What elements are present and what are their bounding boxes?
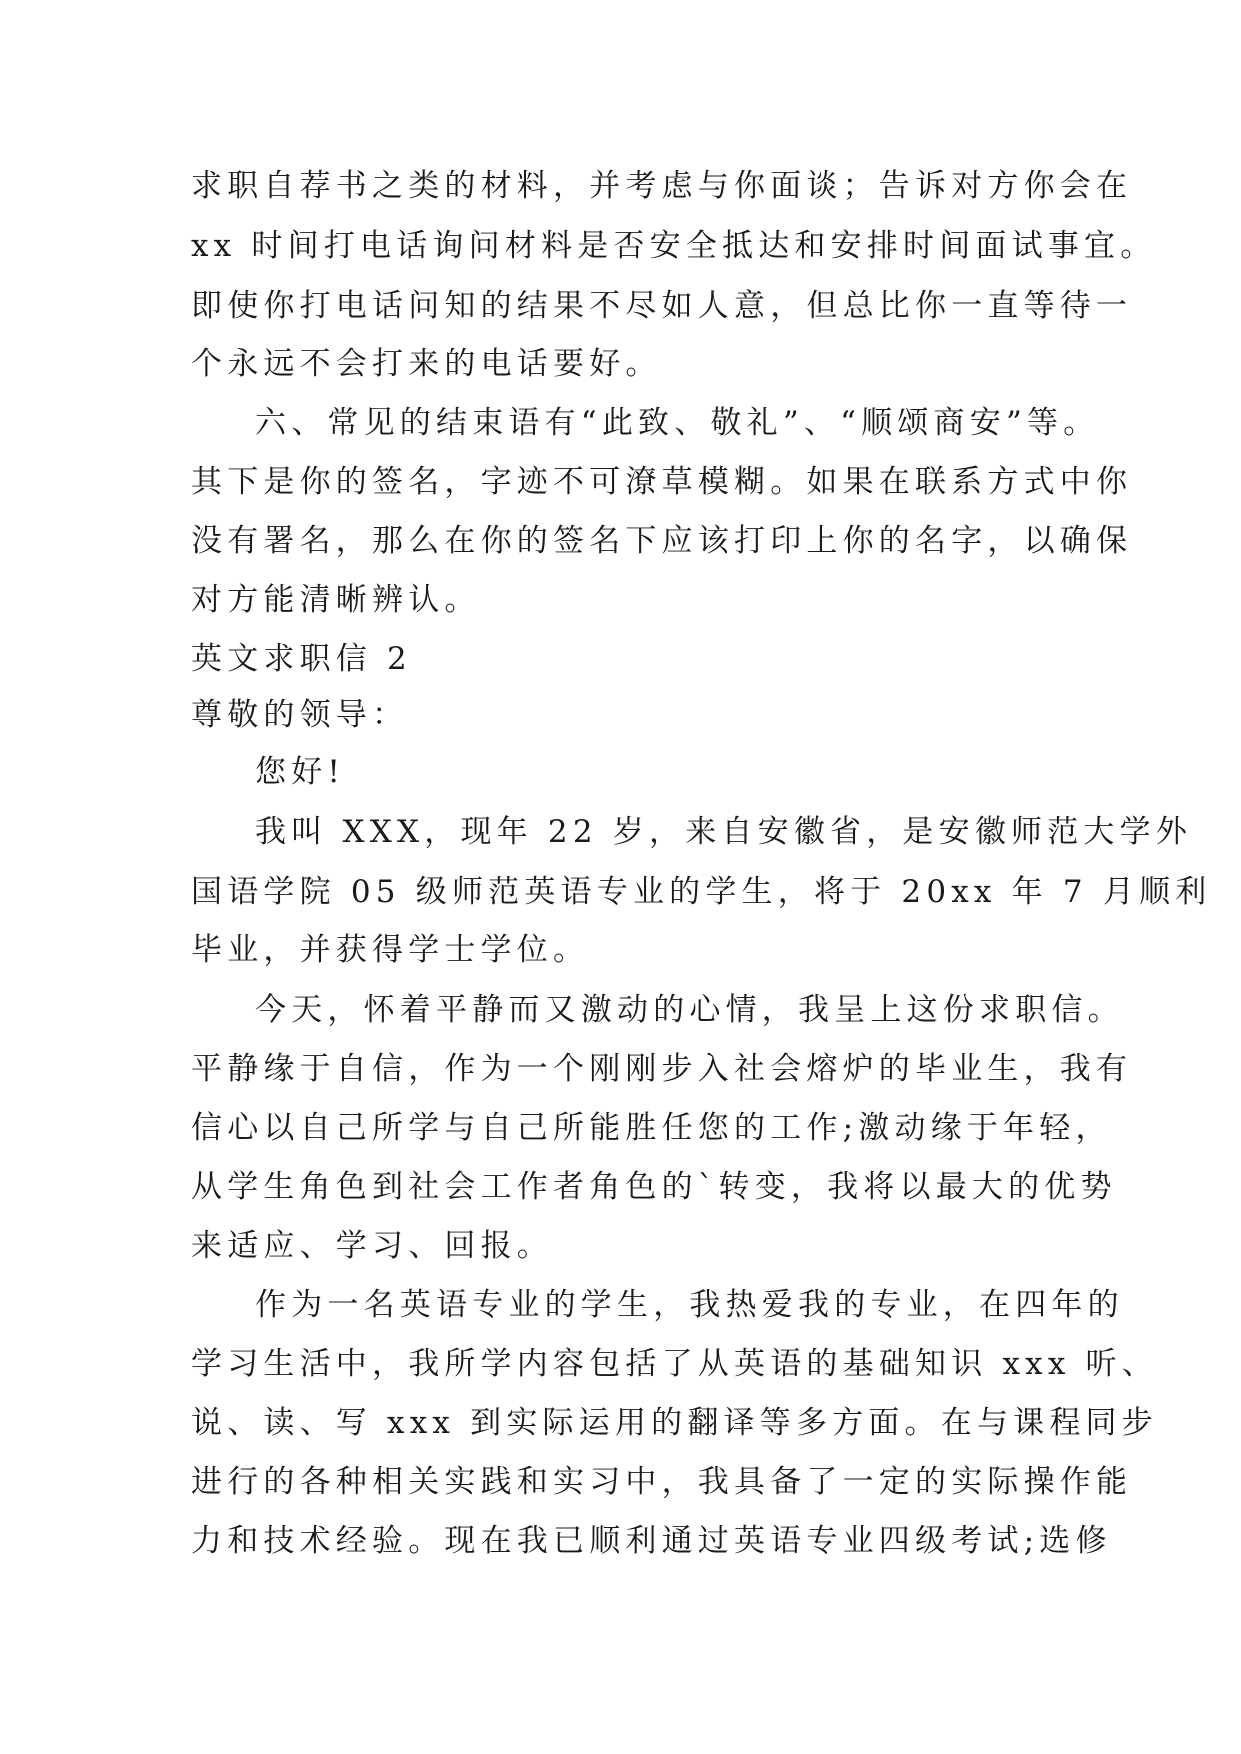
text-line: 平静缘于自信，作为一个刚刚步入社会熔炉的毕业生，我有 [191, 1051, 1133, 1087]
text-line: 来适应、学习、回报。 [191, 1228, 553, 1264]
text-line: 求职自荐书之类的材料，并考虑与你面谈；告诉对方你会在 [191, 168, 1133, 204]
text-line: 力和技术经验。现在我已顺利通过英语专业四级考试;选修 [191, 1523, 1112, 1559]
text-line: 信心以自己所学与自己所能胜任您的工作;激动缘于年轻， [191, 1110, 1112, 1146]
text-line: xx 时间打电话询问材料是否安全抵达和安排时间面试事宜。 [191, 228, 1157, 264]
text-line: 国语学院 05 级师范英语专业的学生，将于 20xx 年 7 月顺利 [191, 874, 1212, 910]
text-line: 说、读、写 xxx 到实际运用的翻译等多方面。在与课程同步 [191, 1405, 1158, 1441]
text-line: 对方能清晰辨认。 [191, 582, 481, 618]
text-line: 学习生活中，我所学内容包括了从英语的基础知识 xxx 听、 [191, 1346, 1158, 1382]
text-line: 毕业，并获得学士学位。 [191, 932, 590, 968]
text-line: 即使你打电话问知的结果不尽如人意，但总比你一直等待一 [191, 288, 1133, 324]
paragraph-first-line: 我叫 XXX，现年 22 岁，来自安徽省，是安徽师范大学外 [255, 814, 1193, 850]
paragraph-first-line: 作为一名英语专业的学生，我热爱我的专业，在四年的 [255, 1287, 1124, 1323]
section-heading: 英文求职信 2 [191, 641, 412, 677]
paragraph-first-line: 六、常见的结束语有“此致、敬礼”、“顺颂商安”等。 [255, 405, 1100, 441]
text-line: 个永远不会打来的电话要好。 [191, 346, 662, 382]
text-line: 其下是你的签名，字迹不可潦草模糊。如果在联系方式中你 [191, 464, 1133, 500]
greeting: 您好! [255, 754, 346, 790]
text-line: 没有署名，那么在你的签名下应该打印上你的名字，以确保 [191, 523, 1133, 559]
paragraph-first-line: 今天，怀着平静而又激动的心情，我呈上这份求职信。 [255, 992, 1124, 1028]
text-line: 进行的各种相关实践和实习中，我具备了一定的实际操作能 [191, 1464, 1133, 1500]
text-line: 从学生角色到社会工作者角色的`转变，我将以最大的优势 [191, 1169, 1117, 1205]
salutation: 尊敬的领导： [191, 697, 409, 733]
